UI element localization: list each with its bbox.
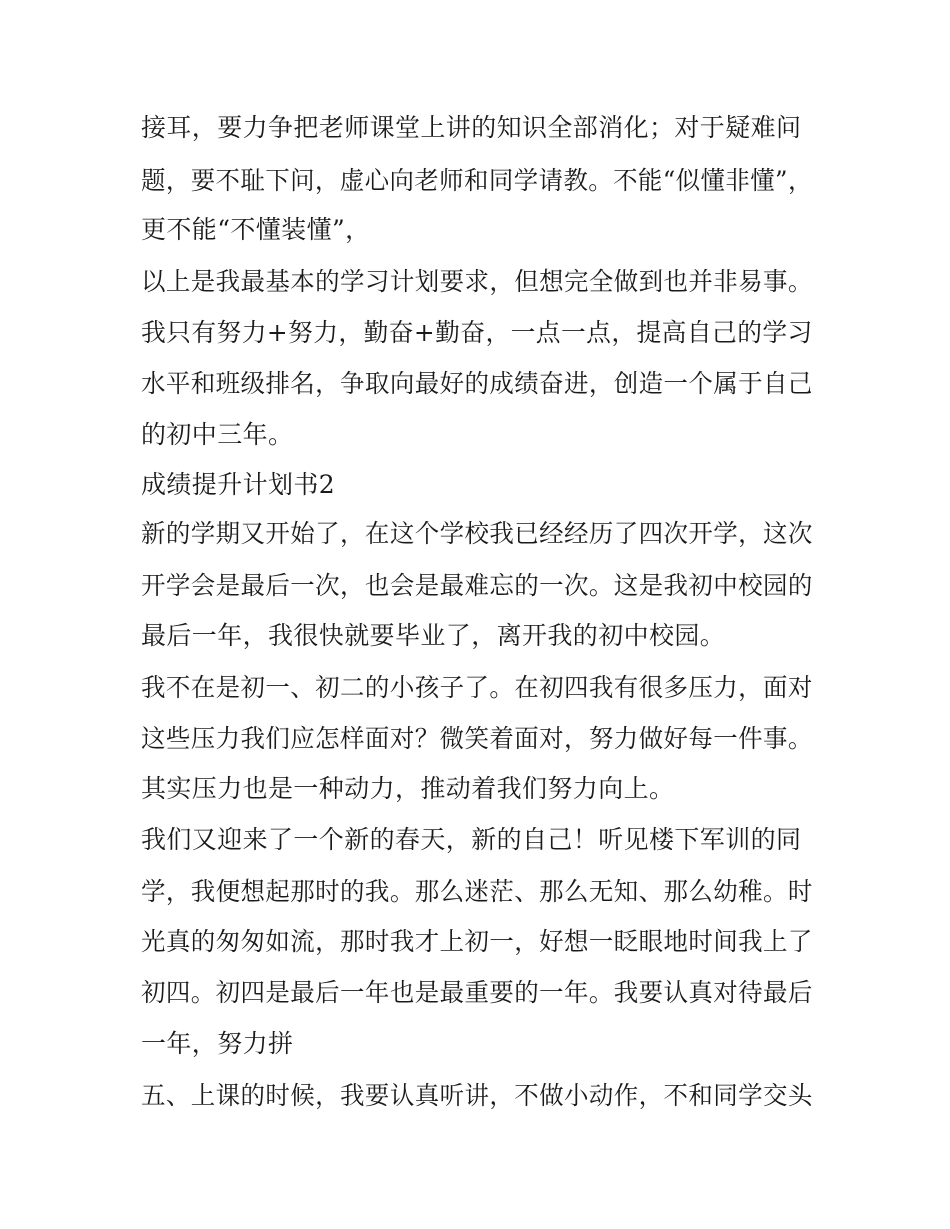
text-line: 题，要不耻下问，虚心向老师和同学请教。不能“似懂非懂”， (141, 166, 813, 195)
text-line: 学，我便想起那时的我。那么迷茫、那么无知、那么幼稚。时 (141, 877, 813, 906)
text-line: 其实压力也是一种动力，推动着我们努力向上。 (141, 774, 675, 803)
text-line: 我只有努力+努力，勤奋+勤奋，一点一点，提高自己的学习 (141, 318, 813, 347)
text-line: 接耳，要力争把老师课堂上讲的知识全部消化；对于疑难问 (141, 113, 802, 142)
text-line: 的初中三年。 (141, 420, 294, 449)
text-line: 初四。初四是最后一年也是最重要的一年。我要认真对待最后 (141, 978, 813, 1007)
text-line: 我不在是初一、初二的小孩子了。在初四我有很多压力，面对 (141, 673, 813, 702)
text-line: 五、上课的时候，我要认真听讲，不做小动作，不和同学交头 (141, 1081, 813, 1110)
text-line: 更不能“不懂装懂”， (141, 215, 371, 244)
text-line: 我们又迎来了一个新的春天，新的自己！听见楼下军训的同 (141, 825, 802, 854)
text-line: 一年，努力拼 (141, 1029, 294, 1058)
text-line: 最后一年，我很快就要毕业了，离开我的初中校园。 (141, 621, 726, 650)
text-line: 光真的匆匆如流，那时我才上初一，好想一眨眼地时间我上了 (141, 927, 813, 956)
text-line: 新的学期又开始了，在这个学校我已经经历了四次开学，这次 (141, 519, 813, 548)
text-line: 这些压力我们应怎样面对？微笑着面对，努力做好每一件事。 (141, 724, 813, 753)
section-heading: 成绩提升计划书2 (141, 470, 336, 499)
text-line: 开学会是最后一次，也会是最难忘的一次。这是我初中校园的 (141, 571, 813, 600)
text-line: 以上是我最基本的学习计划要求，但想完全做到也并非易事。 (141, 267, 813, 296)
text-line: 水平和班级排名，争取向最好的成绩奋进，创造一个属于自己 (141, 369, 813, 398)
